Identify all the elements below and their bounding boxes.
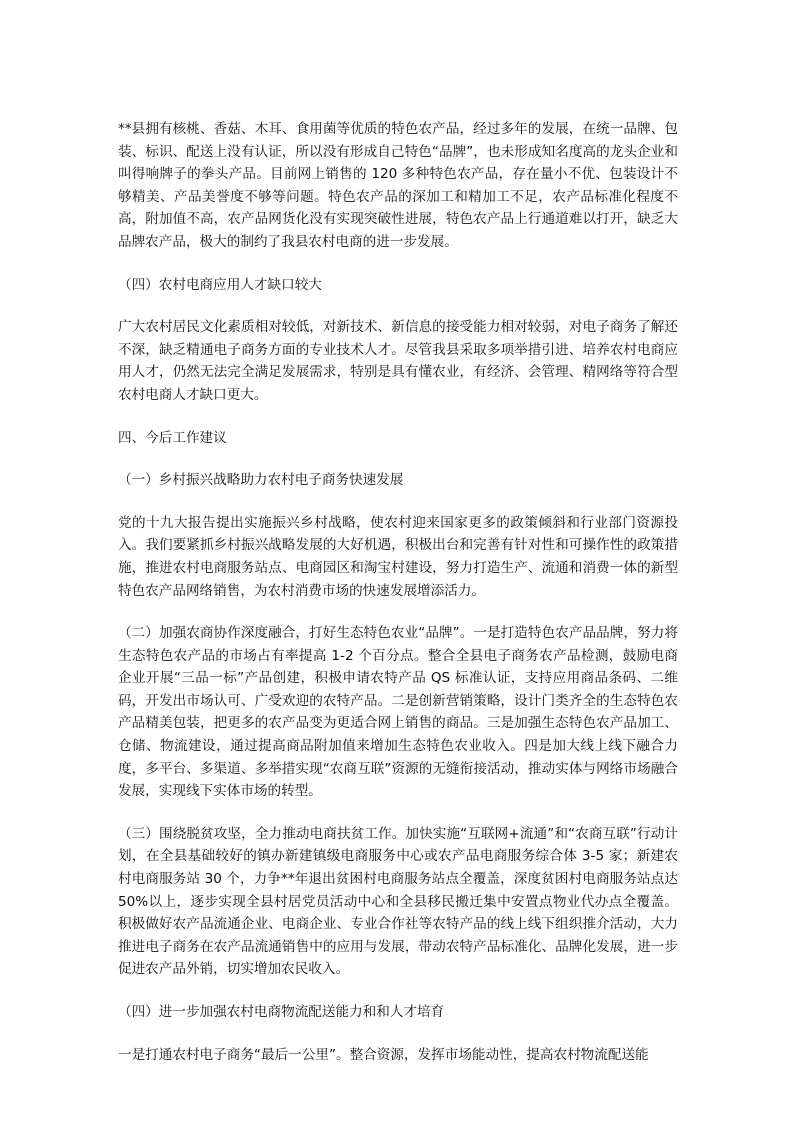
section-heading-talent-gap: （四）农村电商应用人才缺口较大	[118, 276, 322, 293]
subheading-rural-revitalization: （一）乡村振兴战略助力农村电子商务快速发展	[118, 472, 404, 489]
paragraph-talent-gap: 广大农村居民文化素质相对较低，对新技术、新信息的接受能力相对较弱，对电子商务了解还不深，缺乏精通电子商务方面的专业技术人才。尽管我县采取多项举措引进、培养农村电商应用人才，仍然无法完全满足发展需求，特别是具有懂农业，有经济、会管理、精网络等符合型农村电商人才缺口更大。	[118, 319, 678, 403]
paragraph-poverty-alleviation: （三）围绕脱贫攻坚，全力推动电商扶贫工作。加快实施“互联网+流通”和“农商互联”行动计划，在全县基础较好的镇办新建镇级电商服务中心或农产品电商服务综合体 3-5 家；新建农村电商服务站 30 个，力争**年退出贫困村电商服务站点全覆盖，深度贫困村电商服务站点达 50%以上，逐步实现全县村居党员活动中心和全县移民搬迁集中安置点物业代办点全覆盖。积极做好农产品流通企业、电商企业、专业合作社等农特产品的线上线下组织推介活动，大力推进电子商务在农产品流通销售中的应用与发展，带动农特产品标准化、品牌化发展，进一步促进农产品外销，切实增加农民收入。	[118, 825, 678, 978]
document-page	[118, 118, 678, 1066]
paragraph-agri-commerce-brand: （二）加强农商协作深度融合，打好生态特色农业“品牌”。一是打造特色农产品品牌，努力将生态特色农产品的市场占有率提高 1-2 个百分点。整合全县电子商务农产品检测，鼓励电商企业开展“三品一标”产品创建，积极申请农特产品 QS 标准认证，支持应用商品条码、二维码，开发出市场认可、广受欢迎的农特产品。二是创新营销策略，设计门类齐全的生态特色农产品精美包装，把更多的农产品变为更适合网上销售的商品。三是加强生态特色农产品加工、仓储、物流建设，通过提高商品附加值来增加生态特色农业收入。四是加大线上线下融合力度，多平台、多渠道、多举措实现“农商互联”资源的无缝衔接活动，推动实体与网络市场融合发展，实现线下实体市场的转型。	[118, 625, 678, 800]
paragraph-product-branding: **县拥有核桃、香菇、木耳、食用菌等优质的特色农产品，经过多年的发展，在统一品牌、包装、标识、配送上没有认证，所以没有形成自己特色“品牌”，也未形成知名度高的龙头企业和叫得响牌子的拳头产品。目前网上销售的 120 多种特色农产品，存在量小不优、包装设计不够精美、产品美誉度不够等问题。特色农产品的深加工和精加工不足，农产品标准化程度不高，附加值不高，农产品网货化没有实现突破性进展，特色农产品上行通道难以打开，缺乏大品牌农产品，极大的制约了我县农村电商的进一步发展。	[118, 121, 678, 250]
paragraph-last-mile: 一是打通农村电子商务“最后一公里”。整合资源，发挥市场能动性，提高农村物流配送能	[118, 1046, 649, 1063]
section-heading-suggestions: 四、今后工作建议	[118, 429, 227, 446]
paragraph-rural-revitalization: 党的十九大报告提出实施振兴乡村战略，使农村迎来国家更多的政策倾斜和行业部门资源投入。我们要紧抓乡村振兴战略发展的大好机遇，积极出台和完善有针对性和可操作性的政策措施，推进农村电商服务站点、电商园区和淘宝村建设，努力打造生产、流通和消费一体的新型特色农产品网络销售，为农村消费市场的快速发展增添活力。	[118, 514, 678, 599]
subheading-logistics-talent: （四）进一步加强农村电商物流配送能力和和人才培育	[118, 1004, 445, 1020]
